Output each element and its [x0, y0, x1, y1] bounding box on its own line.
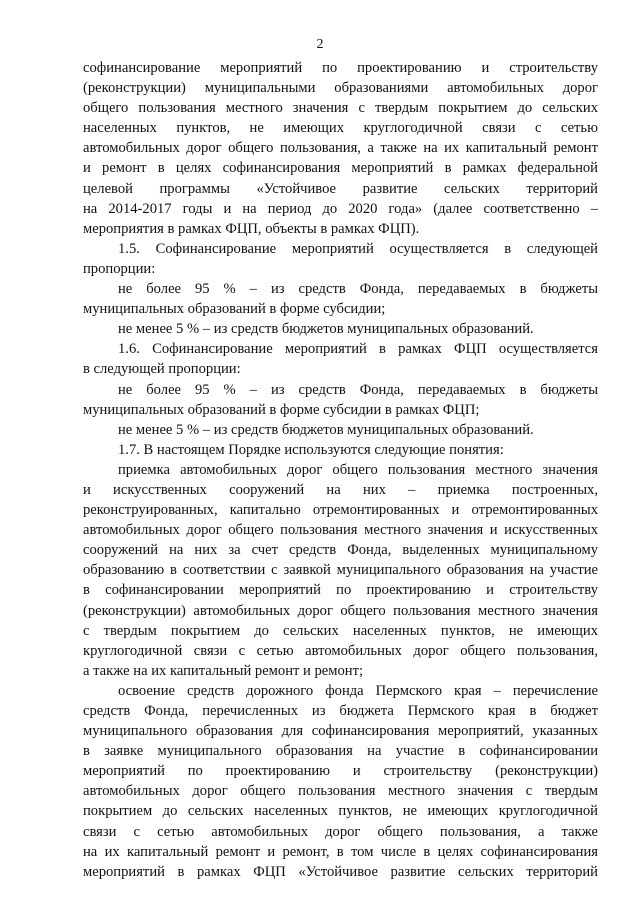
text-line: населенных пунктов, не имеющих круглогодичной связи с сетью — [83, 120, 598, 137]
text-line: автомобильных дорог общего пользования местного значения с твердым — [83, 783, 598, 800]
text-line: и ремонт в целях софинансирования мероприятий в рамках федеральной — [83, 160, 598, 177]
text-line: не менее 5 % – из средств бюджетов муниципальных образований. — [118, 421, 534, 438]
text-line: в софинансировании мероприятий по проектированию и строительству — [83, 582, 598, 599]
text-line: и искусственных сооружений на них – приемка построенных, — [83, 481, 598, 498]
text-line: а также на их капитальный ремонт и ремонт; — [83, 662, 364, 679]
text-line: с твердым покрытием до сельских населенных пунктов, не имеющих — [83, 622, 598, 639]
text-line: (реконструкции) муниципальными образованиями автомобильных дорог — [83, 80, 598, 97]
page-number: 2 — [316, 37, 324, 52]
text-line: целевой программы «Устойчивое развитие сельских территорий — [83, 180, 598, 197]
body-text — [83, 58, 598, 882]
text-line: пропорции: — [83, 260, 156, 277]
text-line: 1.7. В настоящем Порядке используются следующие понятия: — [118, 441, 504, 458]
text-line: муниципального образования для софинансирования мероприятий, указанных — [83, 723, 598, 740]
text-line: автомобильных дорог общего пользования местного значения и искусственных — [83, 522, 598, 539]
text-line: автомобильных дорог общего пользования, а также на их капитальный ремонт — [83, 140, 598, 157]
text-line: в следующей пропорции: — [83, 361, 241, 378]
text-line: на 2014-2017 годы и на период до 2020 года» (далее соответственно – — [83, 200, 598, 217]
text-line: не более 95 % – из средств Фонда, передаваемых в бюджеты — [118, 281, 598, 298]
text-line: не более 95 % – из средств Фонда, передаваемых в бюджеты — [118, 381, 598, 398]
text-line: реконструированных, капитально отремонтированных и отремонтированных — [83, 502, 598, 519]
text-line: освоение средств дорожного фонда Пермского края – перечисление — [118, 682, 598, 699]
text-line: софинансирование мероприятий по проектированию и строительству — [83, 60, 598, 76]
text-line: 1.5. Софинансирование мероприятий осуществляется в следующей — [118, 240, 598, 257]
text-line: 1.6. Софинансирование мероприятий в рамках ФЦП осуществляется — [118, 341, 598, 358]
text-line: сооружений на них за счет средств Фонда, выделенных муниципальному — [83, 542, 598, 559]
text-line: в заявке муниципального образования на участие в софинансировании — [83, 743, 598, 760]
text-line: не менее 5 % – из средств бюджетов муниципальных образований. — [118, 321, 534, 338]
text-line: мероприятия в рамках ФЦП, объекты в рамках ФЦП). — [83, 220, 420, 237]
text-line: приемка автомобильных дорог общего пользования местного значения — [118, 461, 598, 478]
text-line: муниципальных образований в форме субсидии в рамках ФЦП; — [83, 401, 480, 418]
text-line: (реконструкции) автомобильных дорог общего пользования местного значения — [83, 602, 598, 619]
text-line: на их капитальный ремонт и ремонт, в том числе в целях софинансирования — [83, 843, 598, 860]
text-line: муниципальных образований в форме субсидии; — [83, 301, 386, 318]
text-line: связи с сетью автомобильных дорог общего пользования, а также — [83, 823, 598, 840]
text-line: круглогодичной связи с сетью автомобильных дорог общего пользования, — [83, 642, 598, 659]
text-line: общего пользования местного значения с твердым покрытием до сельских — [83, 100, 598, 117]
text-line: мероприятий в рамках ФЦП «Устойчивое развитие сельских территорий — [83, 863, 598, 880]
text-line: образованию в соответствии с заявкой муниципального образования на участие — [83, 562, 598, 579]
text-line: средств Фонда, перечисленных из бюджета Пермского края в бюджет — [83, 703, 598, 719]
text-line: мероприятий по проектированию и строительству (реконструкции) — [83, 763, 598, 780]
text-line: покрытием до сельских населенных пунктов, не имеющих круглогодичной — [83, 803, 598, 820]
